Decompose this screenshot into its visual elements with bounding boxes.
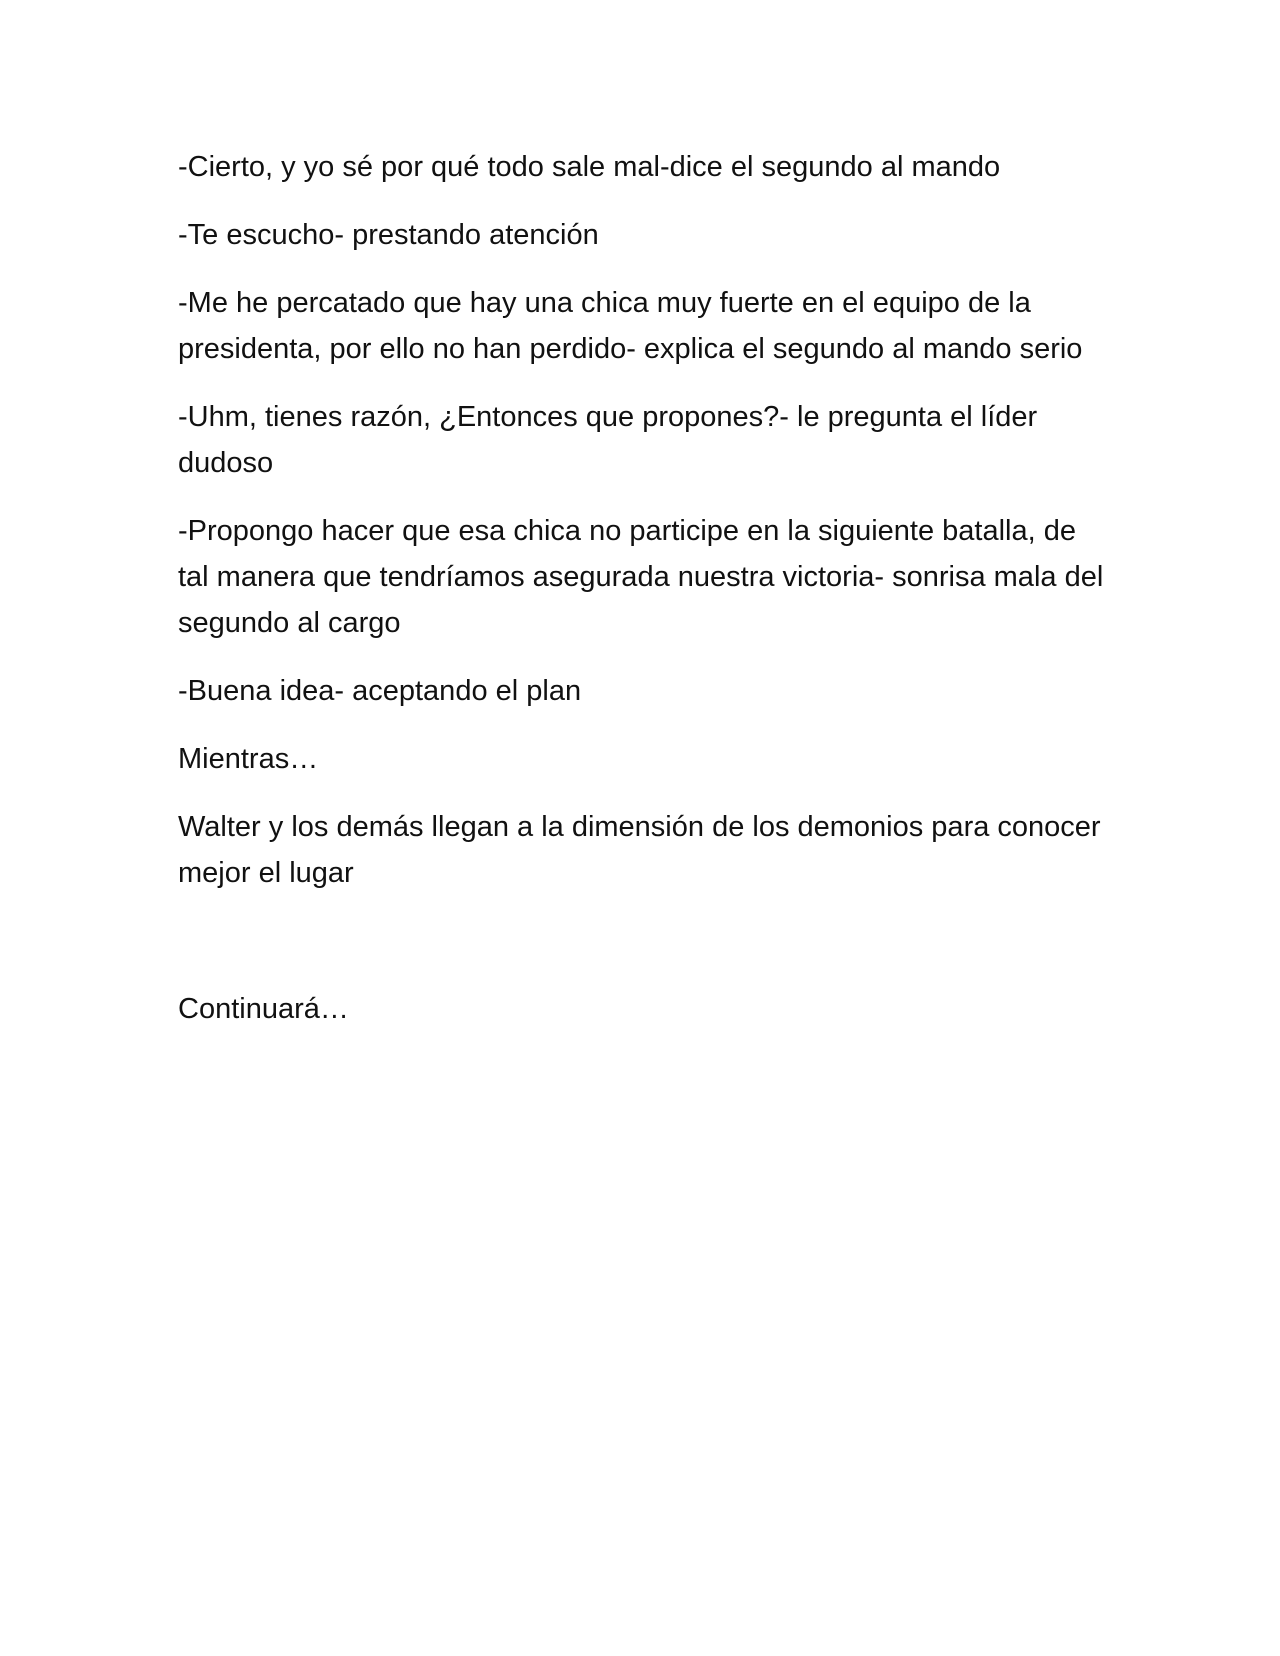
paragraph: Walter y los demás llegan a la dimensión de los demonios para conocer mejor el lugar — [178, 811, 1101, 889]
paragraph: -Uhm, tienes razón, ¿Entonces que propones?- le pregunta el líder dudoso — [178, 401, 1038, 479]
paragraph: -Te escucho- prestando atención — [178, 219, 599, 251]
closing-line: Continuará… — [178, 993, 349, 1025]
paragraph: -Me he percatado que hay una chica muy fuerte en el equipo de la presidenta, por ello no han perdido- explica el segundo al mando serio — [178, 287, 1083, 365]
paragraph: -Cierto, y yo sé por qué todo sale mal-dice el segundo al mando — [178, 151, 1001, 183]
paragraph: -Buena idea- aceptando el plan — [178, 675, 582, 707]
document-body — [178, 144, 1108, 1054]
paragraph: Mientras… — [178, 743, 319, 775]
blank-line — [178, 918, 1108, 986]
paragraph: -Propongo hacer que esa chica no participe en la siguiente batalla, de tal manera que tendríamos asegurada nuestra victoria- sonrisa mala del segundo al cargo — [178, 515, 1104, 639]
